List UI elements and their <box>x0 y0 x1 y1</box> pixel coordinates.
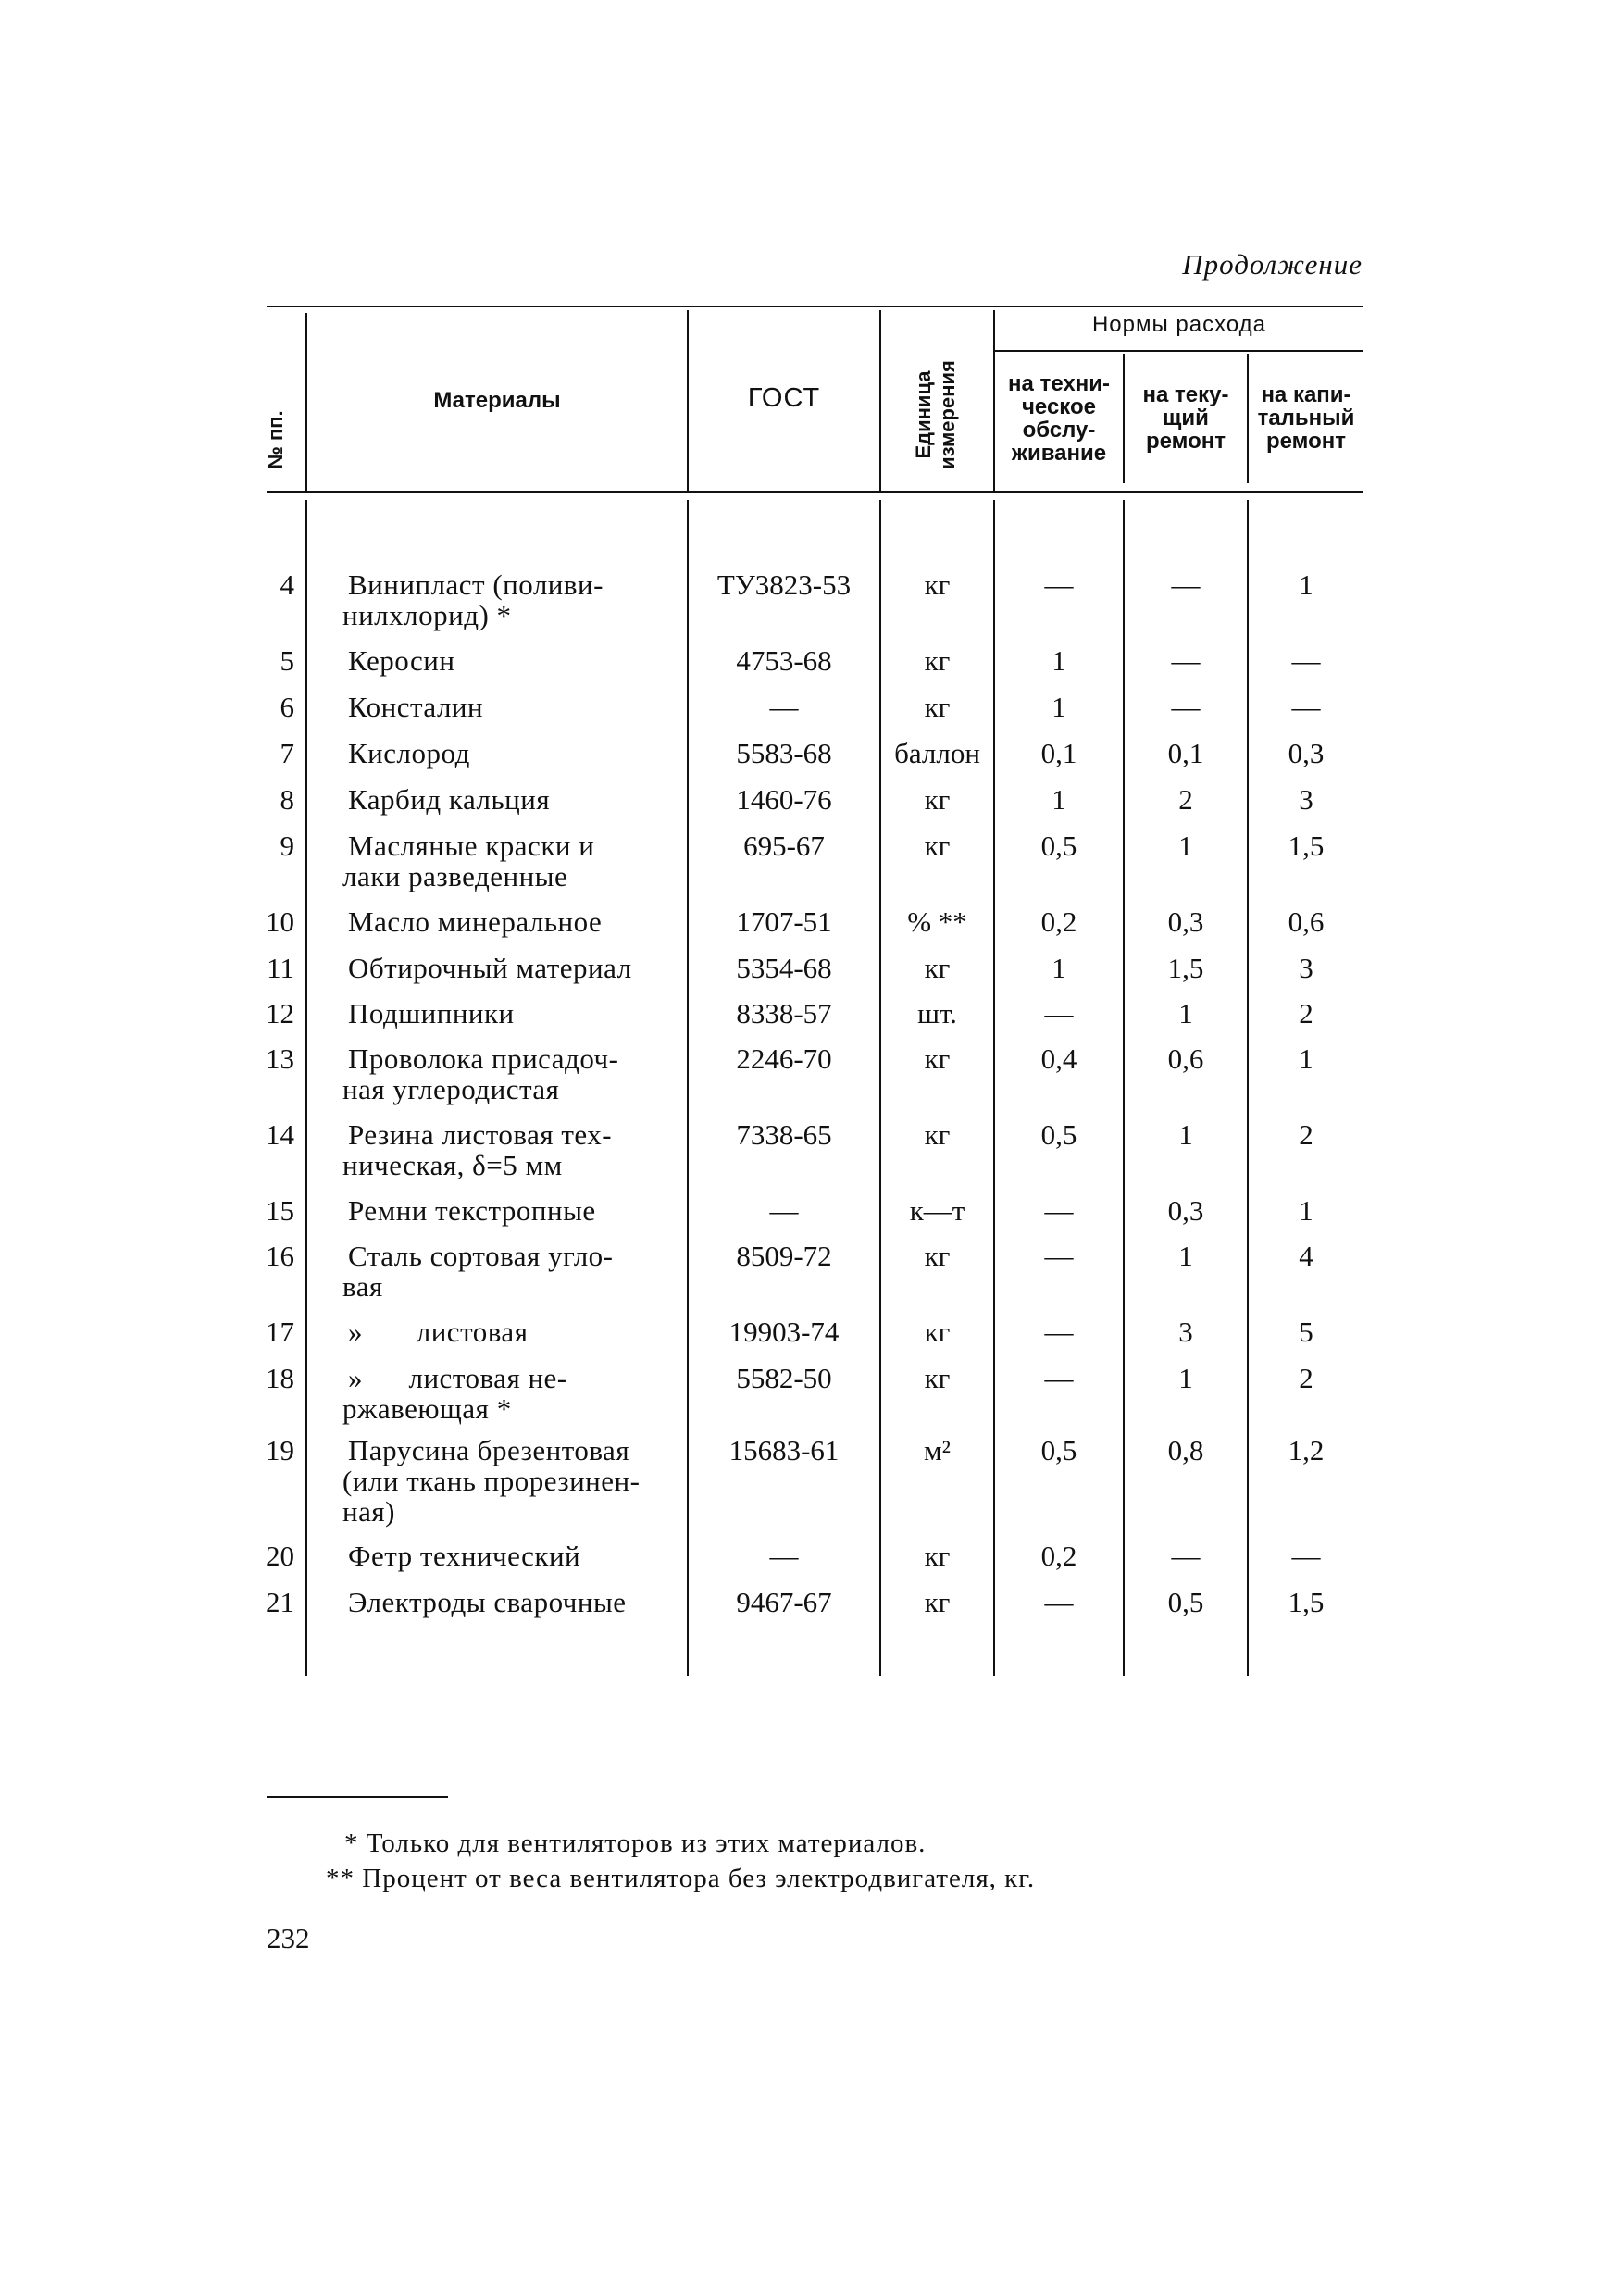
row-number: 10 <box>266 905 294 938</box>
row-number: 7 <box>280 737 294 769</box>
material-line: ржавеющая * <box>342 1392 512 1425</box>
body-divider <box>879 500 881 1676</box>
continuation-label: Продолжение <box>1182 248 1363 281</box>
maintenance-norm: — <box>1044 1316 1074 1348</box>
header-current-line: на теку- <box>1142 382 1229 407</box>
header-bottom-rule <box>267 491 1363 493</box>
row-number: 8 <box>280 783 294 816</box>
footnote-1: * Только для вентиляторов из этих материалов. <box>344 1828 927 1858</box>
unit-value: м² <box>924 1434 951 1466</box>
material-line: Фетр технический <box>348 1540 581 1572</box>
current-repair-norm: 0,1 <box>1167 737 1204 769</box>
header-norms-group: Нормы расхода <box>1091 312 1267 337</box>
row-number: 17 <box>266 1316 294 1348</box>
material-line: Обтирочный материал <box>348 952 632 984</box>
maintenance-norm: 0,1 <box>1040 737 1077 769</box>
capital-repair-norm: 1 <box>1299 568 1313 601</box>
maintenance-norm: — <box>1044 997 1074 1029</box>
capital-repair-norm: 3 <box>1299 952 1313 984</box>
current-repair-norm: 3 <box>1178 1316 1193 1348</box>
unit-value: шт. <box>917 997 957 1029</box>
maintenance-norm: — <box>1044 568 1074 601</box>
row-number: 6 <box>280 691 294 723</box>
current-repair-norm: 1 <box>1178 1240 1193 1272</box>
capital-repair-norm: 1 <box>1299 1194 1313 1227</box>
gost-value: — <box>769 1194 799 1227</box>
row-number: 14 <box>266 1118 294 1151</box>
table-top-rule <box>267 306 1363 307</box>
material-name <box>342 1240 677 1303</box>
header-current-line: ремонт <box>1145 429 1226 454</box>
material-name <box>348 692 677 722</box>
header-materials: Материалы <box>433 388 561 413</box>
current-repair-norm: — <box>1171 644 1201 677</box>
maintenance-norm: 0,5 <box>1040 1434 1077 1466</box>
material-line: » листовая не- <box>348 1362 567 1394</box>
material-line: Ремни текстропные <box>348 1194 596 1227</box>
gost-value: 15683-61 <box>728 1434 840 1466</box>
material-name <box>348 906 677 937</box>
maintenance-norm: — <box>1044 1586 1074 1618</box>
material-line: Винипласт (поливи- <box>348 568 604 601</box>
current-repair-norm: 2 <box>1178 783 1193 816</box>
header-unit <box>912 331 964 498</box>
material-name <box>342 568 677 631</box>
material-line: Сталь сортовая угло- <box>348 1240 614 1272</box>
body-divider <box>1247 500 1249 1676</box>
maintenance-norm: 0,5 <box>1040 1118 1077 1151</box>
material-line: нилхлорид) * <box>342 599 512 631</box>
material-line: Проволока присадоч- <box>348 1042 619 1075</box>
row-number: 16 <box>266 1240 294 1272</box>
unit-value: % ** <box>907 905 967 938</box>
current-repair-norm: 0,8 <box>1167 1434 1204 1466</box>
material-line: ная) <box>342 1495 395 1528</box>
unit-value: баллон <box>894 737 980 769</box>
current-repair-norm: 0,6 <box>1167 1042 1204 1075</box>
material-name <box>348 1587 677 1617</box>
header-gost: ГОСТ <box>747 383 821 413</box>
material-line: Масляные краски и <box>348 830 595 862</box>
body-divider <box>1123 500 1125 1676</box>
gost-value: 1707-51 <box>736 905 832 938</box>
gost-value: 9467-67 <box>736 1586 832 1618</box>
material-name <box>348 998 677 1029</box>
current-repair-norm: — <box>1171 568 1201 601</box>
header-unit-text: Единица измерения <box>912 360 959 469</box>
capital-repair-norm: — <box>1291 644 1321 677</box>
gost-value: 5354-68 <box>736 952 832 984</box>
current-repair-norm: — <box>1171 691 1201 723</box>
unit-value: кг <box>924 783 951 816</box>
header-maintenance-line: живание <box>1011 441 1107 466</box>
unit-value: кг <box>924 1240 951 1272</box>
gost-value: 695-67 <box>743 830 825 862</box>
capital-repair-norm: 0,3 <box>1288 737 1325 769</box>
unit-value: кг <box>924 952 951 984</box>
unit-value: кг <box>924 1042 951 1075</box>
capital-repair-norm: 1 <box>1299 1042 1313 1075</box>
unit-value: кг <box>924 830 951 862</box>
unit-value: кг <box>924 568 951 601</box>
maintenance-norm: 0,4 <box>1040 1042 1077 1075</box>
current-repair-norm: 1 <box>1178 1362 1193 1394</box>
row-number: 4 <box>280 568 294 601</box>
unit-value: кг <box>924 1118 951 1151</box>
material-line: вая <box>342 1270 383 1303</box>
gost-value: 19903-74 <box>728 1316 840 1348</box>
material-name <box>342 1118 677 1181</box>
capital-repair-norm: 0,6 <box>1288 905 1325 938</box>
row-number: 15 <box>266 1194 294 1227</box>
header-divider <box>879 310 881 491</box>
header-maintenance-line: ческое <box>1021 394 1096 419</box>
gost-value: 5582-50 <box>736 1362 832 1394</box>
gost-value: — <box>769 1540 799 1572</box>
header-maintenance-line: обслу- <box>1022 418 1096 443</box>
unit-value: к—т <box>909 1194 965 1227</box>
current-repair-norm: 1 <box>1178 1118 1193 1151</box>
material-line: » листовая <box>348 1316 529 1348</box>
capital-repair-norm: 4 <box>1299 1240 1313 1272</box>
body-divider <box>687 500 689 1676</box>
gost-value: ТУ3823-53 <box>716 568 852 601</box>
unit-value: кг <box>924 1540 951 1572</box>
current-repair-norm: 0,5 <box>1167 1586 1204 1618</box>
maintenance-norm: — <box>1044 1362 1074 1394</box>
material-line: Электроды сварочные <box>348 1586 627 1618</box>
unit-value: кг <box>924 1586 951 1618</box>
gost-value: 4753-68 <box>736 644 832 677</box>
material-name <box>348 645 677 676</box>
footnote-2: ** Процент от веса вентилятора без электродвигателя, кг. <box>326 1864 1036 1893</box>
row-number: 5 <box>280 644 294 677</box>
material-name <box>348 1195 677 1226</box>
material-line: Карбид кальция <box>348 783 551 816</box>
current-repair-norm: 1 <box>1178 830 1193 862</box>
maintenance-norm: 0,2 <box>1040 1540 1077 1572</box>
gost-value: 2246-70 <box>736 1042 832 1075</box>
capital-repair-norm: 1,2 <box>1288 1434 1325 1466</box>
current-repair-norm: 0,3 <box>1167 1194 1204 1227</box>
unit-value: кг <box>924 644 951 677</box>
header-current-line: щий <box>1163 406 1209 430</box>
header-capital-repair <box>1249 383 1363 453</box>
unit-value: кг <box>924 691 951 723</box>
material-line: лаки разведенные <box>342 860 568 892</box>
material-name <box>342 830 677 892</box>
capital-repair-norm: 5 <box>1299 1316 1313 1348</box>
capital-repair-norm: 2 <box>1299 1362 1313 1394</box>
material-line: Резина листовая тех- <box>348 1118 613 1151</box>
material-line: Парусина брезентовая <box>348 1434 630 1466</box>
maintenance-norm: 0,5 <box>1040 830 1077 862</box>
material-name <box>342 1362 677 1425</box>
unit-value: кг <box>924 1362 951 1394</box>
material-name <box>348 784 677 815</box>
capital-repair-norm: 2 <box>1299 997 1313 1029</box>
capital-repair-norm: 2 <box>1299 1118 1313 1151</box>
capital-repair-norm: 1,5 <box>1288 1586 1325 1618</box>
current-repair-norm: 1,5 <box>1167 952 1204 984</box>
maintenance-norm: 0,2 <box>1040 905 1077 938</box>
header-maintenance <box>995 372 1123 465</box>
body-divider <box>305 500 307 1676</box>
capital-repair-norm: 3 <box>1299 783 1313 816</box>
material-line: Масло минеральное <box>348 905 603 938</box>
current-repair-norm: 1 <box>1178 997 1193 1029</box>
maintenance-norm: 1 <box>1052 691 1066 723</box>
row-number: 13 <box>266 1042 294 1075</box>
maintenance-norm: — <box>1044 1194 1074 1227</box>
page-number: 232 <box>267 1922 310 1954</box>
material-line: Консталин <box>348 691 484 723</box>
gost-value: 7338-65 <box>736 1118 832 1151</box>
maintenance-norm: 1 <box>1052 644 1066 677</box>
material-line: (или ткань прорезинен- <box>342 1465 641 1497</box>
material-name <box>342 1042 677 1105</box>
row-number: 11 <box>267 952 294 984</box>
material-name <box>348 1541 677 1571</box>
material-line: Кислород <box>348 737 470 769</box>
material-name <box>348 1316 677 1347</box>
material-name <box>348 953 677 983</box>
capital-repair-norm: 1,5 <box>1288 830 1325 862</box>
header-capital-line: на капи- <box>1261 382 1351 407</box>
material-line: ная углеродистая <box>342 1073 560 1105</box>
header-maintenance-line: на техни- <box>1008 371 1110 396</box>
header-capital-line: тальный <box>1257 406 1355 430</box>
row-number: 9 <box>280 830 294 862</box>
row-number: 20 <box>266 1540 294 1572</box>
current-repair-norm: — <box>1171 1540 1201 1572</box>
row-number: 21 <box>266 1586 294 1618</box>
footnote-rule <box>267 1796 448 1798</box>
capital-repair-norm: — <box>1291 691 1321 723</box>
maintenance-norm: 1 <box>1052 783 1066 816</box>
material-name <box>342 1434 677 1528</box>
maintenance-norm: 1 <box>1052 952 1066 984</box>
row-number: 19 <box>266 1434 294 1466</box>
norms-group-rule <box>993 350 1363 352</box>
header-number: № пп. <box>264 410 287 469</box>
capital-repair-norm: — <box>1291 1540 1321 1572</box>
current-repair-norm: 0,3 <box>1167 905 1204 938</box>
row-number: 18 <box>266 1362 294 1394</box>
material-line: ническая, δ=5 мм <box>342 1149 563 1181</box>
gost-value: 1460-76 <box>736 783 832 816</box>
gost-value: — <box>769 691 799 723</box>
body-divider <box>993 500 995 1676</box>
unit-value: кг <box>924 1316 951 1348</box>
material-name <box>348 738 677 768</box>
row-number: 12 <box>266 997 294 1029</box>
material-line: Керосин <box>348 644 455 677</box>
gost-value: 8509-72 <box>736 1240 832 1272</box>
gost-value: 5583-68 <box>736 737 832 769</box>
gost-value: 8338-57 <box>736 997 832 1029</box>
maintenance-norm: — <box>1044 1240 1074 1272</box>
header-capital-line: ремонт <box>1265 429 1347 454</box>
material-line: Подшипники <box>348 997 515 1029</box>
header-current-repair <box>1125 383 1247 453</box>
